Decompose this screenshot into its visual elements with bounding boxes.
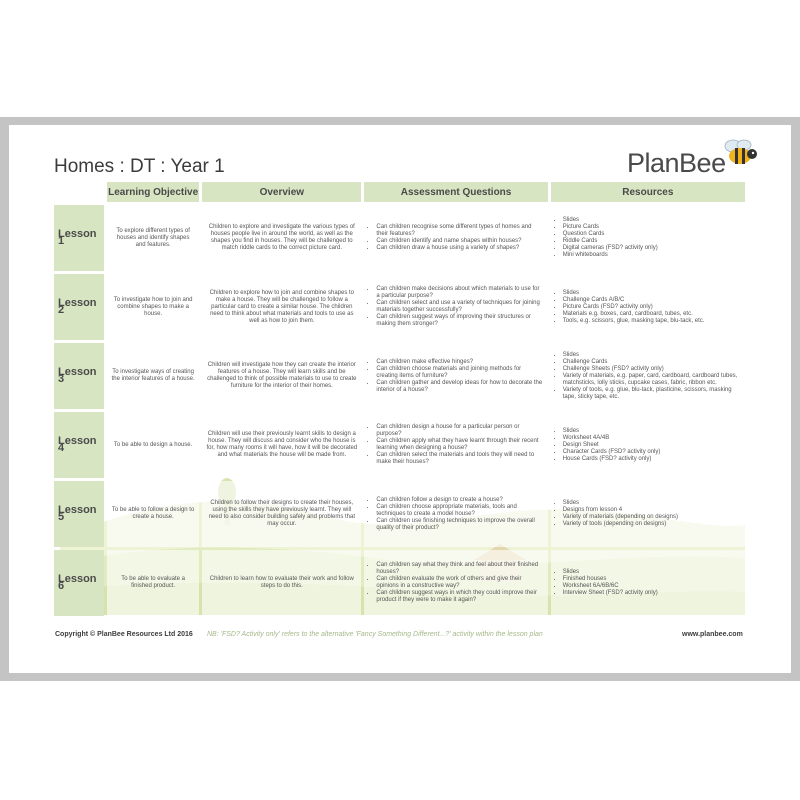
- overview: Children to follow their designs to create their houses, using the skills they have previously learnt. They will need to also consider building safely and problems that may occur.: [202, 481, 361, 547]
- assessment-questions: [364, 205, 547, 271]
- lesson-label: Lesson 5: [54, 481, 104, 547]
- resource-item: • Riddle Cards: [563, 238, 741, 245]
- resource-item: • Worksheet 6A/6B/6C: [563, 583, 741, 590]
- resource-item: • Character Cards (FSD? activity only): [563, 449, 741, 456]
- resource-item: • Designs from lesson 4: [563, 507, 741, 514]
- assessment-questions: [364, 481, 547, 547]
- resource-item: • Variety of tools, e.g. glue, blu-tack, plasticine, scissors, masking tape, sticky tape, etc.: [563, 387, 741, 401]
- question-item: • Can children select the materials and tools they will need to make their houses?: [376, 452, 543, 466]
- resources: [551, 343, 745, 409]
- lesson-label: Lesson 2: [54, 274, 104, 340]
- overview: Children to explore and investigate the various types of houses people live in around the world, as well as the shapes you find in houses. They will be challenged to match riddle cards to the correct picture card.: [202, 205, 361, 271]
- resource-item: • Slides: [563, 352, 741, 359]
- header-assessment-questions: Assessment Questions: [364, 182, 547, 202]
- header-corner: [54, 182, 104, 202]
- resource-item: • Interview Sheet (FSD? activity only): [563, 590, 741, 597]
- question-item: • Can children gather and develop ideas for how to decorate the interior of a house?: [376, 380, 543, 394]
- question-item: • Can children say what they think and feel about their finished houses?: [376, 562, 543, 576]
- question-item: • Can children identify and name shapes within houses?: [376, 238, 543, 245]
- resources: [551, 481, 745, 547]
- question-item: • Can children recognise some different types of homes and their features?: [376, 224, 543, 238]
- resource-item: • Slides: [563, 217, 741, 224]
- resource-item: • Digital cameras (FSD? activity only): [563, 245, 741, 252]
- lesson-label: Lesson 4: [54, 412, 104, 478]
- question-item: • Can children suggest ways in which they could improve their product if they were to make it again?: [376, 590, 543, 604]
- lesson-row: [54, 550, 745, 616]
- resource-item: • Variety of tools (depending on designs): [563, 521, 741, 528]
- resource-item: • Slides: [563, 428, 741, 435]
- assessment-questions: [364, 274, 547, 340]
- lesson-label: Lesson 3: [54, 343, 104, 409]
- overview: Children to learn how to evaluate their work and follow steps to do this.: [202, 550, 361, 616]
- resource-item: • Challenge Sheets (FSD? activity only): [563, 366, 741, 373]
- resource-item: • Mini whiteboards: [563, 252, 741, 259]
- overview: Children to explore how to join and combine shapes to make a house. They will be challenged to follow a particular card to create a similar house. The children need to think about what materials and tools to use as well as how to join them.: [202, 274, 361, 340]
- learning-objective: To be able to evaluate a finished product.: [107, 550, 199, 616]
- question-item: • Can children suggest ways of improving their structures or making them stronger?: [376, 314, 543, 328]
- resources: [551, 412, 745, 478]
- question-item: • Can children choose appropriate materials, tools and techniques to create a model house?: [376, 504, 543, 518]
- question-item: • Can children follow a design to create a house?: [376, 497, 543, 504]
- question-item: • Can children design a house for a particular person or purpose?: [376, 424, 543, 438]
- resource-item: • Tools, e.g. scissors, glue, masking tape, blu-tack, etc.: [563, 318, 741, 325]
- resource-item: • Challenge Cards A/B/C: [563, 297, 741, 304]
- question-item: • Can children choose materials and joining methods for creating items of furniture?: [376, 366, 543, 380]
- resource-item: • Worksheet 4A/4B: [563, 435, 741, 442]
- resource-item: • Picture Cards (FSD? activity only): [563, 304, 741, 311]
- resource-item: • House Cards (FSD? activity only): [563, 456, 741, 463]
- resource-item: • Slides: [563, 500, 741, 507]
- header-overview: Overview: [202, 182, 361, 202]
- learning-objective: To investigate ways of creating the interior features of a house.: [107, 343, 199, 409]
- question-item: • Can children use finishing techniques to improve the overall quality of their product?: [376, 518, 543, 532]
- table-header-row: [54, 182, 745, 202]
- lesson-row: [54, 481, 745, 547]
- resource-item: • Materials e.g. boxes, card, cardboard, tubes, etc.: [563, 311, 741, 318]
- resources: [551, 550, 745, 616]
- question-item: • Can children apply what they have learnt through their recent learning when designing a house?: [376, 438, 543, 452]
- fsd-note: NB: 'FSD? Activity only' refers to the alternative 'Fancy Something Different...?' activity within the lesson plan: [207, 631, 543, 638]
- resource-item: • Variety of materials (depending on designs): [563, 514, 741, 521]
- resources: [551, 274, 745, 340]
- header-learning-objective: Learning Objective: [107, 182, 199, 202]
- resource-item: • Finished houses: [563, 576, 741, 583]
- resource-item: • Challenge Cards: [563, 359, 741, 366]
- learning-objective: To explore different types of houses and identify shapes and features.: [107, 205, 199, 271]
- overview: Children will use their previously learnt skills to design a house. They will discuss and consider who the house is for, how many rooms it will have, how it will be decorated and what materials the house will be made from.: [202, 412, 361, 478]
- question-item: • Can children make effective hinges?: [376, 359, 543, 366]
- learning-objective: To be able to follow a design to create a house.: [107, 481, 199, 547]
- resources: [551, 205, 745, 271]
- resource-item: • Slides: [563, 290, 741, 297]
- learning-objective: To be able to design a house.: [107, 412, 199, 478]
- lesson-row: [54, 343, 745, 409]
- assessment-questions: [364, 412, 547, 478]
- question-item: • Can children evaluate the work of others and give their opinions in a constructive way?: [376, 576, 543, 590]
- learning-objective: To investigate how to join and combine shapes to make a house.: [107, 274, 199, 340]
- lesson-row: [54, 412, 745, 478]
- assessment-questions: [364, 343, 547, 409]
- resource-item: • Design Sheet: [563, 442, 741, 449]
- assessment-questions: [364, 550, 547, 616]
- lesson-label: Lesson 1: [54, 205, 104, 271]
- copyright-text: Copyright © PlanBee Resources Ltd 2016: [55, 631, 193, 638]
- lesson-row: [54, 274, 745, 340]
- question-item: • Can children make decisions about which materials to use for a particular purpose?: [376, 286, 543, 300]
- lesson-row: [54, 205, 745, 271]
- resource-item: • Picture Cards: [563, 224, 741, 231]
- website-link[interactable]: www.planbee.com: [682, 631, 743, 638]
- lesson-plan-table: [51, 179, 748, 619]
- overview: Children will investigate how they can create the interior features of a house. They will learn skills and be challenged to think of possible materials to use to create furniture for the interior of their homes.: [202, 343, 361, 409]
- planbee-logo: PlanBee: [627, 148, 726, 178]
- question-item: • Can children draw a house using a variety of shapes?: [376, 245, 543, 252]
- header-resources: Resources: [551, 182, 745, 202]
- bee-icon: [719, 137, 761, 167]
- question-item: • Can children select and use a variety of techniques for joining materials together successfully?: [376, 300, 543, 314]
- resource-item: • Question Cards: [563, 231, 741, 238]
- page-title: Homes : DT : Year 1: [54, 156, 225, 177]
- lesson-label: Lesson 6: [54, 550, 104, 616]
- resource-item: • Variety of materials, e.g. paper, card, cardboard, cardboard tubes, matchsticks, lolly sticks, cupcake cases, fabric, ribbon etc.: [563, 373, 741, 387]
- resource-item: • Slides: [563, 569, 741, 576]
